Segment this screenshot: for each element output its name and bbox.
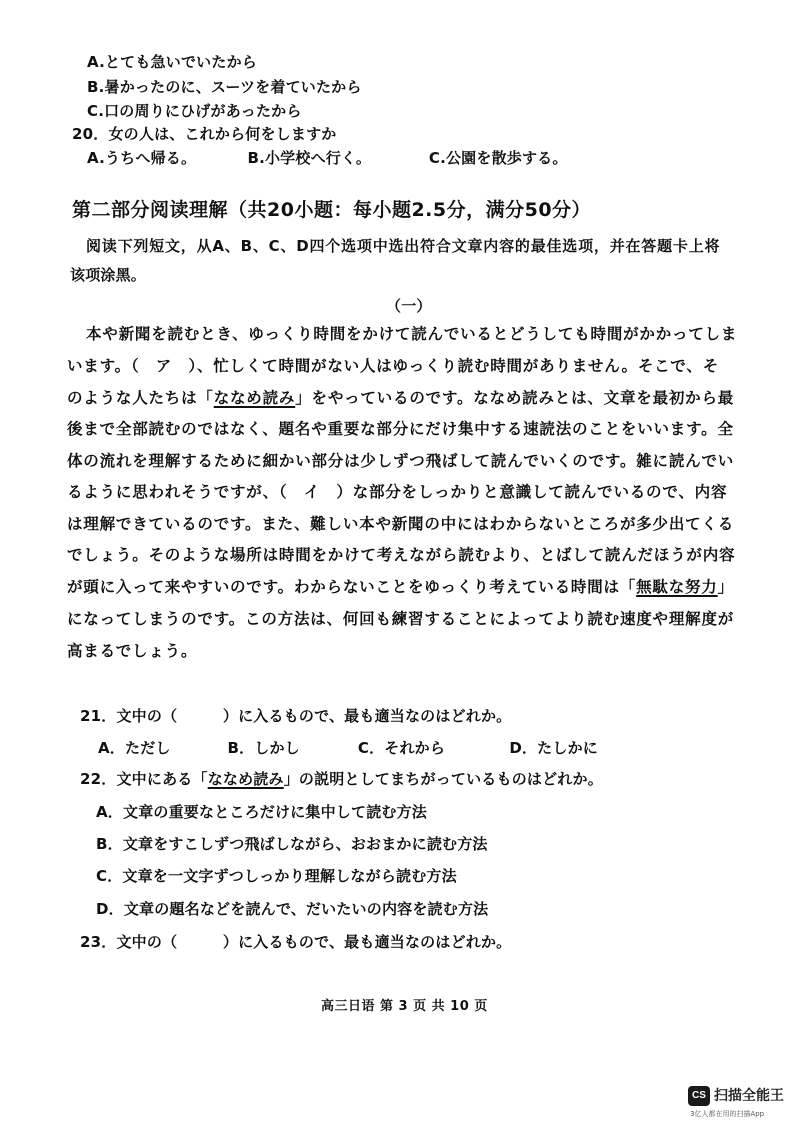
q20-option-b: B.小学校へ行く。 <box>247 149 372 167</box>
section-number: （一） <box>386 297 432 315</box>
section-heading: 第二部分阅读理解（共20小题：每小题2.5分，满分50分） <box>72 199 592 221</box>
q21-option-b: B．しかし <box>227 739 300 757</box>
passage-line-6: るように思われそうですが、（ イ ）な部分をしっかりと意識して読んでいるので、内容 <box>67 483 728 501</box>
passage-line-3-start: のような人たちは「 <box>67 389 214 407</box>
instruction-line-1: 阅读下列短文，从A、B、C、D四个选项中选出符合文章内容的最佳选项，并在答题卡上将 <box>86 237 721 255</box>
q20-options <box>87 147 568 169</box>
q23-stem: 23．文中の（ ）に入るもので、最も適当なのはどれか。 <box>80 933 512 951</box>
q22-stem-start: 22．文中にある「 <box>80 770 208 788</box>
q22-stem-end: 」の説明としてまちがっているものはどれか。 <box>283 770 603 788</box>
scanner-app-tagline: 3亿人都在用的扫描App <box>690 1110 765 1118</box>
passage-line-5: 体の流れを理解するために細かい部分は少しずつ飛ばして読んでいくのです。雑に読んでい <box>67 452 735 470</box>
passage-line-3 <box>67 387 734 409</box>
q21-option-c: C．それから <box>357 739 446 757</box>
passage-line-9 <box>67 576 734 598</box>
q22-stem <box>80 768 603 790</box>
passage-line-2: います。（ ア ）、忙しくて時間がない人はゆっくり読む時間がありません。そこで、そ <box>67 357 720 375</box>
q20-option-a: A.うちへ帰る。 <box>87 149 197 167</box>
q21-option-a: A．ただし <box>98 739 171 757</box>
q21-stem: 21．文中の（ ）に入るもので、最も適当なのはどれか。 <box>80 707 512 725</box>
underlined-term-naname-yomi: ななめ読み <box>213 389 296 407</box>
q19-option-c: C.口の周りにひげがあったから <box>87 102 302 120</box>
passage-line-8: でしょう。そのような場所は時間をかけて考えながら読むより、とばして読んだほうが内容 <box>67 546 736 564</box>
passage-line-11: 高まるでしょう。 <box>67 642 198 660</box>
passage-line-10: になってしまうのです。この方法は、何回も練習することによってより読む速度や理解度が <box>67 610 735 628</box>
q22-option-b: B．文章をすこしずつ飛ばしながら、おおまかに読む方法 <box>96 835 488 853</box>
passage-line-7: は理解できているのです。また、難しい本や新聞の中にはわからないところが多少出てくる <box>67 515 735 533</box>
passage-line-1: 本や新聞を読むとき、ゆっくり時間をかけて読んでいるとどうしても時間がかかってしま <box>86 325 738 343</box>
instruction-line-2: 该项涂黑。 <box>70 266 147 284</box>
scanner-app-watermark <box>688 1084 788 1124</box>
q21-option-d: D．たしかに <box>509 739 598 757</box>
q19-option-a: A.とても急いでいたから <box>87 53 257 71</box>
passage-line-3-end: 」をやっているのです。ななめ読みとは、文章を最初から最 <box>295 389 735 407</box>
underlined-term-muda-na-doryoku: 無駄な努力 <box>636 578 718 596</box>
passage-line-4: 後まで全部読むのではなく、題名や重要な部分にだけ集中する速読法のことをいいます。全 <box>67 420 734 438</box>
q19-option-b: B.暑かったのに、スーツを着ていたから <box>87 78 362 96</box>
scanner-app-name: 扫描全能王 <box>714 1088 784 1104</box>
passage-line-9-start: が頭に入って来やすいのです。わからないことをゆっくり考えている時間は「 <box>67 578 637 596</box>
q22-underlined-term: ななめ読み <box>207 770 284 788</box>
page-footer: 高三日语 第 3 页 共 10 页 <box>321 999 488 1014</box>
q21-options <box>98 737 598 759</box>
q20-stem: 20．女の人は、これから何をしますか <box>72 125 337 143</box>
passage-line-9-end: 」 <box>717 578 734 596</box>
q22-option-c: C．文章を一文字ずつしっかり理解しながら読む方法 <box>96 867 457 885</box>
q22-option-d: D．文章の題名などを読んで、だいたいの内容を読む方法 <box>96 900 489 918</box>
q20-option-c: C.公園を散歩する。 <box>428 149 568 167</box>
camscanner-logo-icon: CS <box>688 1086 710 1106</box>
q22-option-a: A．文章の重要なところだけに集中して読む方法 <box>96 803 428 821</box>
